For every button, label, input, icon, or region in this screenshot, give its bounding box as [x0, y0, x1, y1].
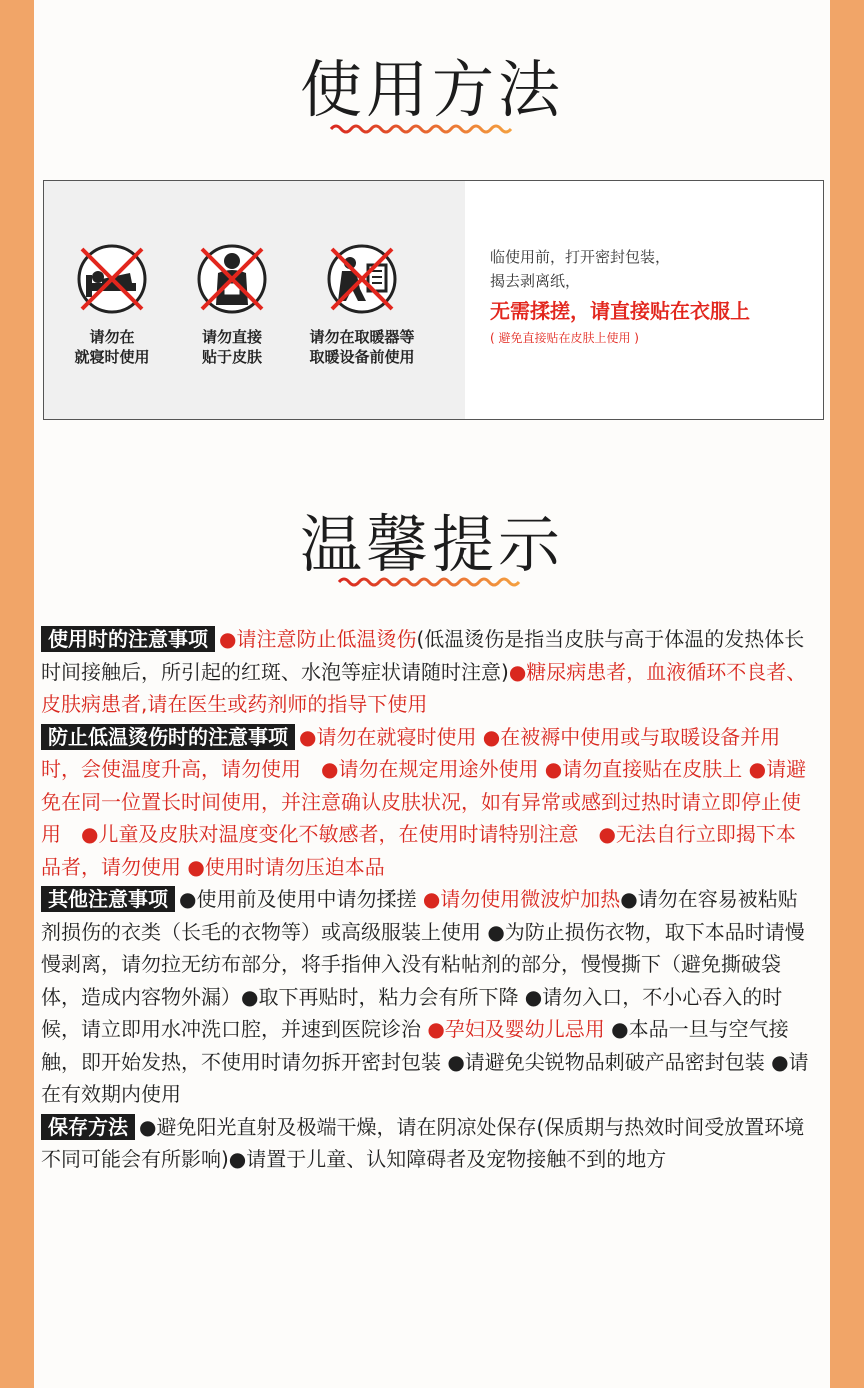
tip-text: ●请勿在容易被粘贴剂损伤的衣类（长毛的衣物等）或高级服装上使用 ●为防止损伤衣物，取下本品时请慢慢剥离，请勿拉无纺布部分，将手指伸入没有粘帖剂的部分，慢慢撕下（避免撕破袋体，造成内容物外漏）●取下再贴时，粘力会有所下降 ●请勿入口，不小心吞入的时候，请立即用水冲洗口腔，并速到医院诊治 — [41, 887, 805, 1041]
warning-item-heater — [292, 239, 432, 367]
warning-caption: 贴于皮肤 — [201, 348, 262, 366]
wave-divider-icon — [337, 574, 527, 590]
tip-label: 防止低温烫伤时的注意事项 — [41, 724, 295, 750]
usage-instructions-box — [43, 180, 824, 420]
tip-text: ●避免阳光直射及极端干燥，请在阴凉处保存(保质期与热效时间受放置环境不同可能会有所影响)●请置于儿童、认知障碍者及宠物接触不到的地方 — [41, 1114, 805, 1171]
tip-paragraph — [41, 1111, 811, 1176]
instruction-highlight: 无需揉搓，请直接贴在衣服上 — [490, 299, 750, 323]
warning-caption: 取暖设备前使用 — [309, 348, 415, 366]
instructions-text — [490, 245, 820, 347]
tip-text: (低温烫伤是指当皮肤与高于体温的发热体长时间接触后，所引起的红斑、水泡等症状请随时注意) — [41, 627, 805, 684]
wave-divider-icon — [329, 121, 519, 137]
warning-icons-panel — [44, 181, 465, 419]
tip-text: ●请勿使用微波炉加热 — [422, 887, 621, 911]
no-heater-icon — [322, 239, 402, 319]
tip-label: 使用时的注意事项 — [41, 626, 215, 652]
tip-paragraph — [41, 623, 811, 721]
warning-caption: 就寝时使用 — [74, 348, 150, 366]
warning-item-sleeping — [47, 239, 177, 367]
section-title-usage: 使用方法 — [299, 53, 564, 126]
no-sleeping-icon — [72, 239, 152, 319]
tip-text: ●使用前及使用中请勿揉搓 — [179, 887, 423, 911]
tip-text: ●孕妇及婴幼儿忌用 — [427, 1017, 605, 1041]
tip-text: ●糖尿病患者，血液循环不良者、皮肤病患者,请在医生或药剂师的指导下使用 — [41, 659, 807, 716]
section-title-tips: 温馨提示 — [299, 508, 564, 581]
tip-paragraph — [41, 721, 811, 884]
tip-text: ●请注意防止低温烫伤 — [219, 627, 417, 651]
instruction-note: ( 避免直接贴在皮肤上使用 ) — [490, 331, 639, 345]
tip-text: ●本品一旦与空气接触，即开始发热，不使用时请勿拆开密封包装 ●请避免尖锐物品刺破产品密封包装 ●请在有效期内使用 — [41, 1017, 809, 1106]
warning-caption: 请勿直接 — [201, 328, 262, 346]
tip-label: 其他注意事项 — [41, 886, 175, 912]
tip-text: ●请勿在就寝时使用 ●在被褥中使用或与取暖设备并用时，会使温度升高，请勿使用 ●请勿在规定用途外使用 ●请勿直接贴在皮肤上 ●请避免在同一位置长时间使用，并注意确认皮肤状况，如有异常或感到过热时请立即停止使用 ●儿童及皮肤对温度变化不敏感者，在使用时请特别注意 ●无法自行立即揭下本品者，请勿使用 ●使用时请勿压迫本品 — [41, 724, 807, 879]
tip-paragraph — [41, 883, 811, 1111]
instruction-line: 临使用前，打开密封包装， — [490, 248, 671, 266]
warning-caption: 请勿在取暖器等 — [309, 328, 415, 346]
warning-caption: 请勿在 — [89, 328, 135, 346]
tips-list — [41, 623, 811, 1176]
instruction-line: 揭去剥离纸， — [490, 272, 581, 290]
warning-item-skin — [167, 239, 297, 367]
no-skin-contact-icon — [192, 239, 272, 319]
tip-label: 保存方法 — [41, 1114, 135, 1140]
